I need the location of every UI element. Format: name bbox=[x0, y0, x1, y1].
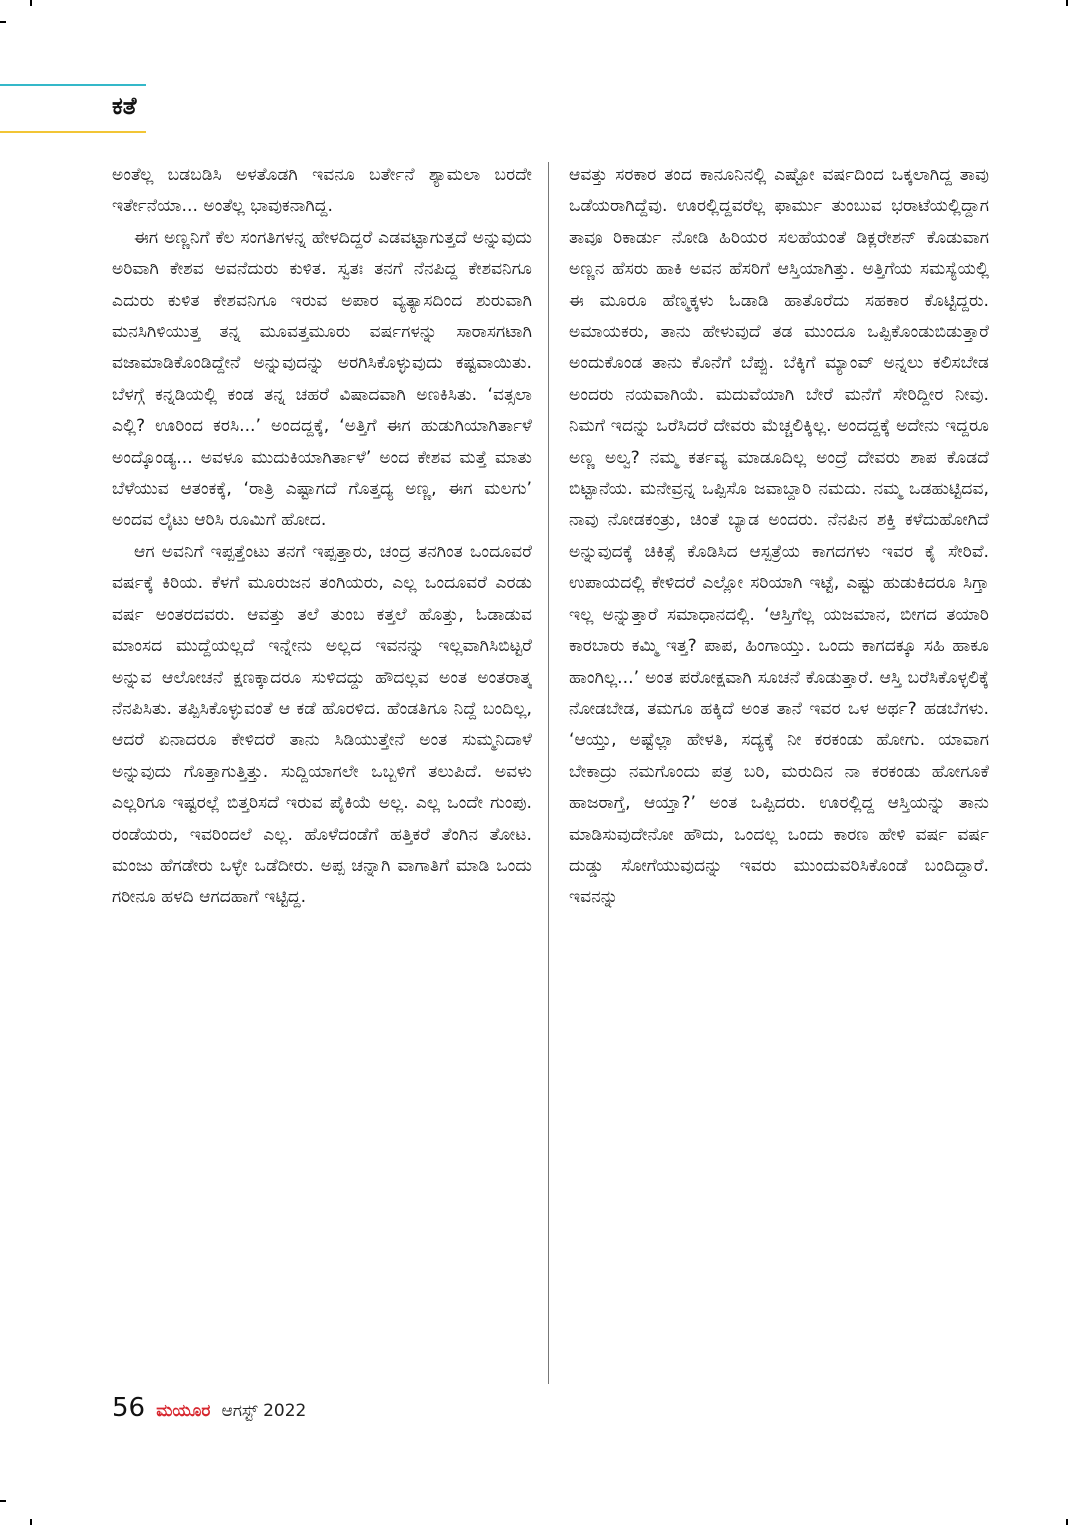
column-divider bbox=[548, 162, 549, 1384]
header-rule-bottom bbox=[0, 131, 146, 133]
magazine-name: ಮಯೂರ bbox=[156, 1401, 211, 1421]
left-column bbox=[112, 160, 532, 1385]
header-rule-top bbox=[0, 84, 146, 86]
paragraph: ಈಗ ಅಣ್ಣನಿಗೆ ಕೆಲ ಸಂಗತಿಗಳನ್ನ ಹೇಳದಿದ್ದರೆ ಎಡವಟ್ಟಾಗುತ್ತದೆ ಅನ್ನುವುದು ಅರಿವಾಗಿ ಕೇಶವ ಅವನೆದುರು ಕುಳಿತ. ಸ್ವತಃ ತನಗೆ ನೆನಪಿದ್ದ ಕೇಶವನಿಗೂ ಎದುರು ಕುಳಿತ ಕೇಶವನಿಗೂ ಇರುವ ಅಪಾರ ವ್ಯತ್ಯಾಸದಿಂದ ಶುರುವಾಗಿ ಮನಸಿಗಿಳಿಯುತ್ತ ತನ್ನ ಮೂವತ್ತಮೂರು ವರ್ಷಗಳನ್ನು ಸಾರಾಸಗಟಾಗಿ ವಜಾಮಾಡಿಕೊಂಡಿದ್ದೇನೆ ಅನ್ನುವುದನ್ನು ಅರಗಿಸಿಕೊಳ್ಳುವುದು ಕಷ್ಟವಾಯಿತು. ಬೆಳಗ್ಗೆ ಕನ್ನಡಿಯಲ್ಲಿ ಕಂಡ ತನ್ನ ಚಹರೆ ವಿಷಾದವಾಗಿ ಅಣಕಿಸಿತು. ‘ವತ್ಸಲಾ ಎಲ್ಲಿ? ಊರಿಂದ ಕರಸಿ...’ ಅಂದದ್ದಕ್ಕೆ, ‘ಅತ್ತಿಗೆ ಈಗ ಹುಡುಗಿಯಾಗಿರ್ತಾಳೆ ಅಂದ್ಕೊಂಡ್ಯ... ಅವಳೂ ಮುದುಕಿಯಾಗಿರ್ತಾಳೆ’ ಅಂದ ಕೇಶವ ಮತ್ತೆ ಮಾತು ಬೆಳೆಯುವ ಆತಂಕಕ್ಕೆ, ‘ರಾತ್ರಿ ಎಷ್ಟಾಗದೆ ಗೊತ್ತದ್ಯ ಅಣ್ಣ, ಈಗ ಮಲಗು’ ಅಂದವ ಲೈಟು ಆರಿಸಿ ರೂಮಿಗೆ ಹೋದ. bbox=[112, 227, 532, 531]
paragraph: ಆವತ್ತು ಸರಕಾರ ತಂದ ಕಾನೂನಿನಲ್ಲಿ ಎಷ್ಟೋ ವರ್ಷದಿಂದ ಒಕ್ಕಲಾಗಿದ್ದ ತಾವು ಒಡೆಯರಾಗಿದ್ದೆವು. ಊರಲ್ಲಿದ್ದವರೆಲ್ಲ ಫಾರ್ಮು ತುಂಬುವ ಭರಾಟೆಯಲ್ಲಿದ್ದಾಗ ತಾವೂ ರಿಕಾರ್ಡು ನೋಡಿ ಹಿರಿಯರ ಸಲಹೆಯಂತೆ ಡಿಕ್ಲರೇಶನ್ ಕೊಡುವಾಗ ಅಣ್ಣನ ಹೆಸರು ಹಾಕಿ ಅವನ ಹೆಸರಿಗೆ ಆಸ್ತಿಯಾಗಿತ್ತು. ಅತ್ತಿಗೆಯ ಸಮಸ್ಯೆಯಲ್ಲಿ ಈ ಮೂರೂ ಹೆಣ್ಮಕ್ಕಳು ಓಡಾಡಿ ಹಾತೊರೆದು ಸಹಕಾರ ಕೊಟ್ಟಿದ್ದರು. ಅಮಾಯಕರು, ತಾನು ಹೇಳುವುದೆ ತಡ ಮುಂದೂ ಒಪ್ಪಿಕೊಂಡುಬಿಡುತ್ತಾರೆ ಅಂದುಕೊಂಡ ತಾನು ಕೊನೆಗೆ ಬೆಪ್ಪು. ಬೆಕ್ಕಿಗೆ ಮ್ಯಾಂವ್ ಅನ್ನಲು ಕಲಿಸಬೇಡ ಅಂದರು ನಯವಾಗಿಯೆ. ಮದುವೆಯಾಗಿ ಬೇರೆ ಮನೆಗೆ ಸೇರಿದ್ದೀರ ನೀವು. ನಿಮಗೆ ಇದನ್ನು ಒರೆಸಿದರೆ ದೇವರು ಮೆಚ್ಚಲಿಕ್ಕಿಲ್ಲ. ಅಂದದ್ದಕ್ಕೆ ಅದೇನು ಇದ್ದರೂ ಅಣ್ಣ ಅಲ್ವ? ನಮ್ಮ ಕರ್ತವ್ಯ ಮಾಡೂದಿಲ್ಲ ಅಂದ್ರೆ ದೇವರು ಶಾಪ ಕೊಡದೆ ಬಿಟ್ಟಾನೆಯ. ಮನೇವ್ರನ್ನ ಒಪ್ಪಿಸೊ ಜವಾಬ್ದಾರಿ ನಮದು. ನಮ್ಮ ಒಡಹುಟ್ಟಿದವ, ನಾವು ನೋಡಕಂತ್ರು, ಚಿಂತೆ ಬ್ಯಾಡ ಅಂದರು. ನೆನಪಿನ ಶಕ್ತಿ ಕಳೆದುಹೋಗಿದೆ ಅನ್ನುವುದಕ್ಕೆ ಚಿಕಿತ್ಸೆ ಕೊಡಿಸಿದ ಆಸ್ಪತ್ರೆಯ ಕಾಗದಗಳು ಇವರ ಕೈ ಸೇರಿವೆ. ಉಪಾಯದಲ್ಲಿ ಕೇಳಿದರೆ ಎಲ್ಲೋ ಸರಿಯಾಗಿ ಇಟ್ಟೆ, ಎಷ್ಟು ಹುಡುಕಿದರೂ ಸಿಗ್ತಾ ಇಲ್ಲ ಅನ್ನುತ್ತಾರೆ ಸಮಾಧಾನದಲ್ಲಿ. ‘ಆಸ್ತಿಗೆಲ್ಲ ಯಜಮಾನ, ಬೀಗದ ತಯಾರಿ ಕಾರಬಾರು ಕಮ್ಮಿ ಇತ್ತ? ಪಾಪ, ಹಿಂಗಾಯ್ತು. ಒಂದು ಕಾಗದಕ್ಕೂ ಸಹಿ ಹಾಕೂ ಹಾಂಗಿಲ್ಲ...’ ಅಂತ ಪರೋಕ್ಷವಾಗಿ ಸೂಚನೆ ಕೊಡುತ್ತಾರೆ. ಆಸ್ತಿ ಬರೆಸಿಕೊಳ್ಳಲಿಕ್ಕೆ ನೋಡಬೇಡ, ತಮಗೂ ಹಕ್ಕಿದೆ ಅಂತ ತಾನೆ ಇವರ ಒಳ ಅರ್ಥ? ಹಡಬೆಗಳು. ‘ಆಯ್ತು, ಅಷ್ಟೆಲ್ಲಾ ಹೇಳತಿ, ಸದ್ಯಕ್ಕೆ ನೀ ಕರಕಂಡು ಹೋಗು. ಯಾವಾಗ ಬೇಕಾದ್ರು ನಮಗೊಂದು ಪತ್ರ ಬರಿ, ಮರುದಿನ ನಾ ಕರಕಂಡು ಹೋಗೂಕೆ ಹಾಜರಾಗ್ತೆ, ಆಯ್ತಾ?’ ಅಂತ ಒಪ್ಪಿದರು. ಊರಲ್ಲಿದ್ದ ಆಸ್ತಿಯನ್ನು ತಾನು ಮಾಡಿಸುವುದೇನೋ ಹೌದು, ಒಂದಲ್ಲ ಒಂದು ಕಾರಣ ಹೇಳಿ ವರ್ಷ ವರ್ಷ ದುಡ್ಡು ಸೋಗೆಯುವುದನ್ನು ಇವರು ಮುಂದುವರಿಸಿಕೊಂಡೆ ಬಂದಿದ್ದಾರೆ. ಇವನನ್ನು bbox=[569, 165, 989, 908]
issue-date: ಆಗಸ್ಟ್ 2022 bbox=[221, 1401, 307, 1421]
crop-mark bbox=[1066, 1519, 1068, 1525]
crop-mark bbox=[1066, 0, 1068, 6]
crop-mark bbox=[0, 21, 6, 23]
crop-mark bbox=[0, 1500, 6, 1502]
paragraph: ಅಂತೆಲ್ಲ ಬಡಬಡಿಸಿ ಅಳತೊಡಗಿ ಇವನೂ ಬರ್ತೇನೆ ಶ್ಯಾಮಲಾ ಬರದೇ ಇರ್ತೇನೆಯಾ... ಅಂತೆಲ್ಲ ಭಾವುಕನಾಗಿದ್ದ. bbox=[112, 165, 532, 217]
paragraph: ಆಗ ಅವನಿಗೆ ಇಪ್ಪತ್ತೆಂಟು ತನಗೆ ಇಪ್ಪತ್ತಾರು, ಚಂದ್ರ ತನಗಿಂತ ಒಂದೂವರೆ ವರ್ಷಕ್ಕೆ ಕಿರಿಯ. ಕೆಳಗೆ ಮೂರುಜನ ತಂಗಿಯರು, ಎಲ್ಲ ಒಂದೂವರೆ ಎರಡು ವರ್ಷ ಅಂತರದವರು. ಆವತ್ತು ತಲೆ ತುಂಬ ಕತ್ತಲೆ ಹೊತ್ತು, ಓಡಾಡುವ ಮಾಂಸದ ಮುದ್ದೆಯಲ್ಲದೆ ಇನ್ನೇನು ಅಲ್ಲದ ಇವನನ್ನು ಇಲ್ಲವಾಗಿಸಿಬಿಟ್ಟರೆ ಅನ್ನುವ ಆಲೋಚನೆ ಕ್ಷಣಕ್ಕಾದರೂ ಸುಳಿದದ್ದು ಹೌದಲ್ಲವ ಅಂತ ಅಂತರಾತ್ಮ ನೆನಪಿಸಿತು. ತಪ್ಪಿಸಿಕೊಳ್ಳುವಂತೆ ಆ ಕಡೆ ಹೊರಳಿದ. ಹೆಂಡತಿಗೂ ನಿದ್ದೆ ಬಂದಿಲ್ಲ, ಆದರೆ ಏನಾದರೂ ಕೇಳಿದರೆ ತಾನು ಸಿಡಿಯುತ್ತೇನೆ ಅಂತ ಸುಮ್ಮನಿದಾಳೆ ಅನ್ನುವುದು ಗೊತ್ತಾಗುತ್ತಿತ್ತು. ಸುದ್ದಿಯಾಗಲೇ ಒಬ್ಬಳಿಗೆ ತಲುಪಿದೆ. ಅವಳು ಎಲ್ಲರಿಗೂ ಇಷ್ಟರಲ್ಲೆ ಬಿತ್ತರಿಸದೆ ಇರುವ ಪೈಕಿಯೆ ಅಲ್ಲ. ಎಲ್ಲ ಒಂದೇ ಗುಂಪು. ರಂಡೆಯರು, ಇವರಿಂದಲೆ ಎಲ್ಲ. ಹೊಳೆದಂಡೆಗೆ ಹತ್ತಿಕರೆ ತೆಂಗಿನ ತೋಟ. ಮಂಜು ಹೆಗಡೇರು ಒಳ್ಳೇ ಒಡೆದೀರು. ಅಪ್ಪ ಚನ್ನಾಗಿ ವಾಗಾತಿಗೆ ಮಾಡಿ ಒಂದು ಗರೀನೂ ಹಳದಿ ಆಗದಹಾಗೆ ಇಟ್ಟಿದ್ದ. bbox=[112, 541, 532, 908]
page-number: 56 bbox=[112, 1393, 146, 1423]
crop-mark bbox=[30, 1519, 32, 1525]
crop-mark bbox=[30, 0, 32, 6]
right-column bbox=[569, 160, 989, 1385]
section-title: ಕತೆ bbox=[112, 92, 137, 120]
page-footer bbox=[112, 1393, 306, 1433]
